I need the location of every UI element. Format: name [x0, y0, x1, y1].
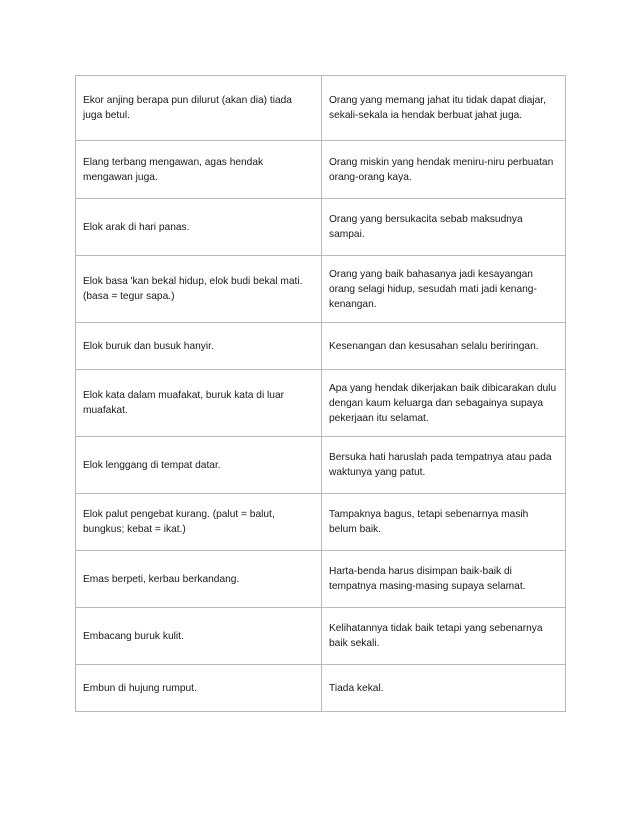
table-row — [76, 551, 566, 608]
proverb-cell: Embacang buruk kulit. — [76, 608, 322, 665]
table-row — [76, 608, 566, 665]
meaning-cell: Orang yang baik bahasanya jadi kesayangan orang selagi hidup, sesudah mati jadi kenang-kenangan. — [322, 256, 566, 323]
proverb-cell: Elok palut pengebat kurang. (palut = balut, bungkus; kebat = ikat.) — [76, 494, 322, 551]
meaning-cell: Kelihatannya tidak baik tetapi yang sebenarnya baik sekali. — [322, 608, 566, 665]
table-row — [76, 370, 566, 437]
proverb-cell: Elok lenggang di tempat datar. — [76, 437, 322, 494]
table-row — [76, 76, 566, 141]
meaning-cell: Tiada kekal. — [322, 665, 566, 712]
proverb-cell: Ekor anjing berapa pun dilurut (akan dia) tiada juga betul. — [76, 76, 322, 141]
table-row — [76, 494, 566, 551]
meaning-cell: Orang miskin yang hendak meniru-niru perbuatan orang-orang kaya. — [322, 141, 566, 199]
meaning-cell: Apa yang hendak dikerjakan baik dibicarakan dulu dengan kaum keluarga dan sebagainya supaya pekerjaan itu selamat. — [322, 370, 566, 437]
table-row — [76, 256, 566, 323]
table-row — [76, 437, 566, 494]
proverb-table — [75, 75, 566, 712]
proverb-cell: Elok buruk dan busuk hanyir. — [76, 323, 322, 370]
proverb-cell: Elok arak di hari panas. — [76, 199, 322, 256]
table-row — [76, 665, 566, 712]
meaning-cell: Orang yang bersukacita sebab maksudnya sampai. — [322, 199, 566, 256]
meaning-cell: Orang yang memang jahat itu tidak dapat diajar, sekali-sekala ia hendak berbuat jahat juga. — [322, 76, 566, 141]
table-row — [76, 141, 566, 199]
meaning-cell: Kesenangan dan kesusahan selalu beriringan. — [322, 323, 566, 370]
meaning-cell: Bersuka hati haruslah pada tempatnya atau pada waktunya yang patut. — [322, 437, 566, 494]
proverb-cell: Elok basa 'kan bekal hidup, elok budi bekal mati. (basa = tegur sapa.) — [76, 256, 322, 323]
meaning-cell: Tampaknya bagus, tetapi sebenarnya masih belum baik. — [322, 494, 566, 551]
meaning-cell: Harta-benda harus disimpan baik-baik di tempatnya masing-masing supaya selamat. — [322, 551, 566, 608]
proverb-cell: Elok kata dalam muafakat, buruk kata di luar muafakat. — [76, 370, 322, 437]
table-row — [76, 323, 566, 370]
table-row — [76, 199, 566, 256]
proverb-cell: Embun di hujung rumput. — [76, 665, 322, 712]
proverb-cell: Emas berpeti, kerbau berkandang. — [76, 551, 322, 608]
proverb-cell: Elang terbang mengawan, agas hendak mengawan juga. — [76, 141, 322, 199]
